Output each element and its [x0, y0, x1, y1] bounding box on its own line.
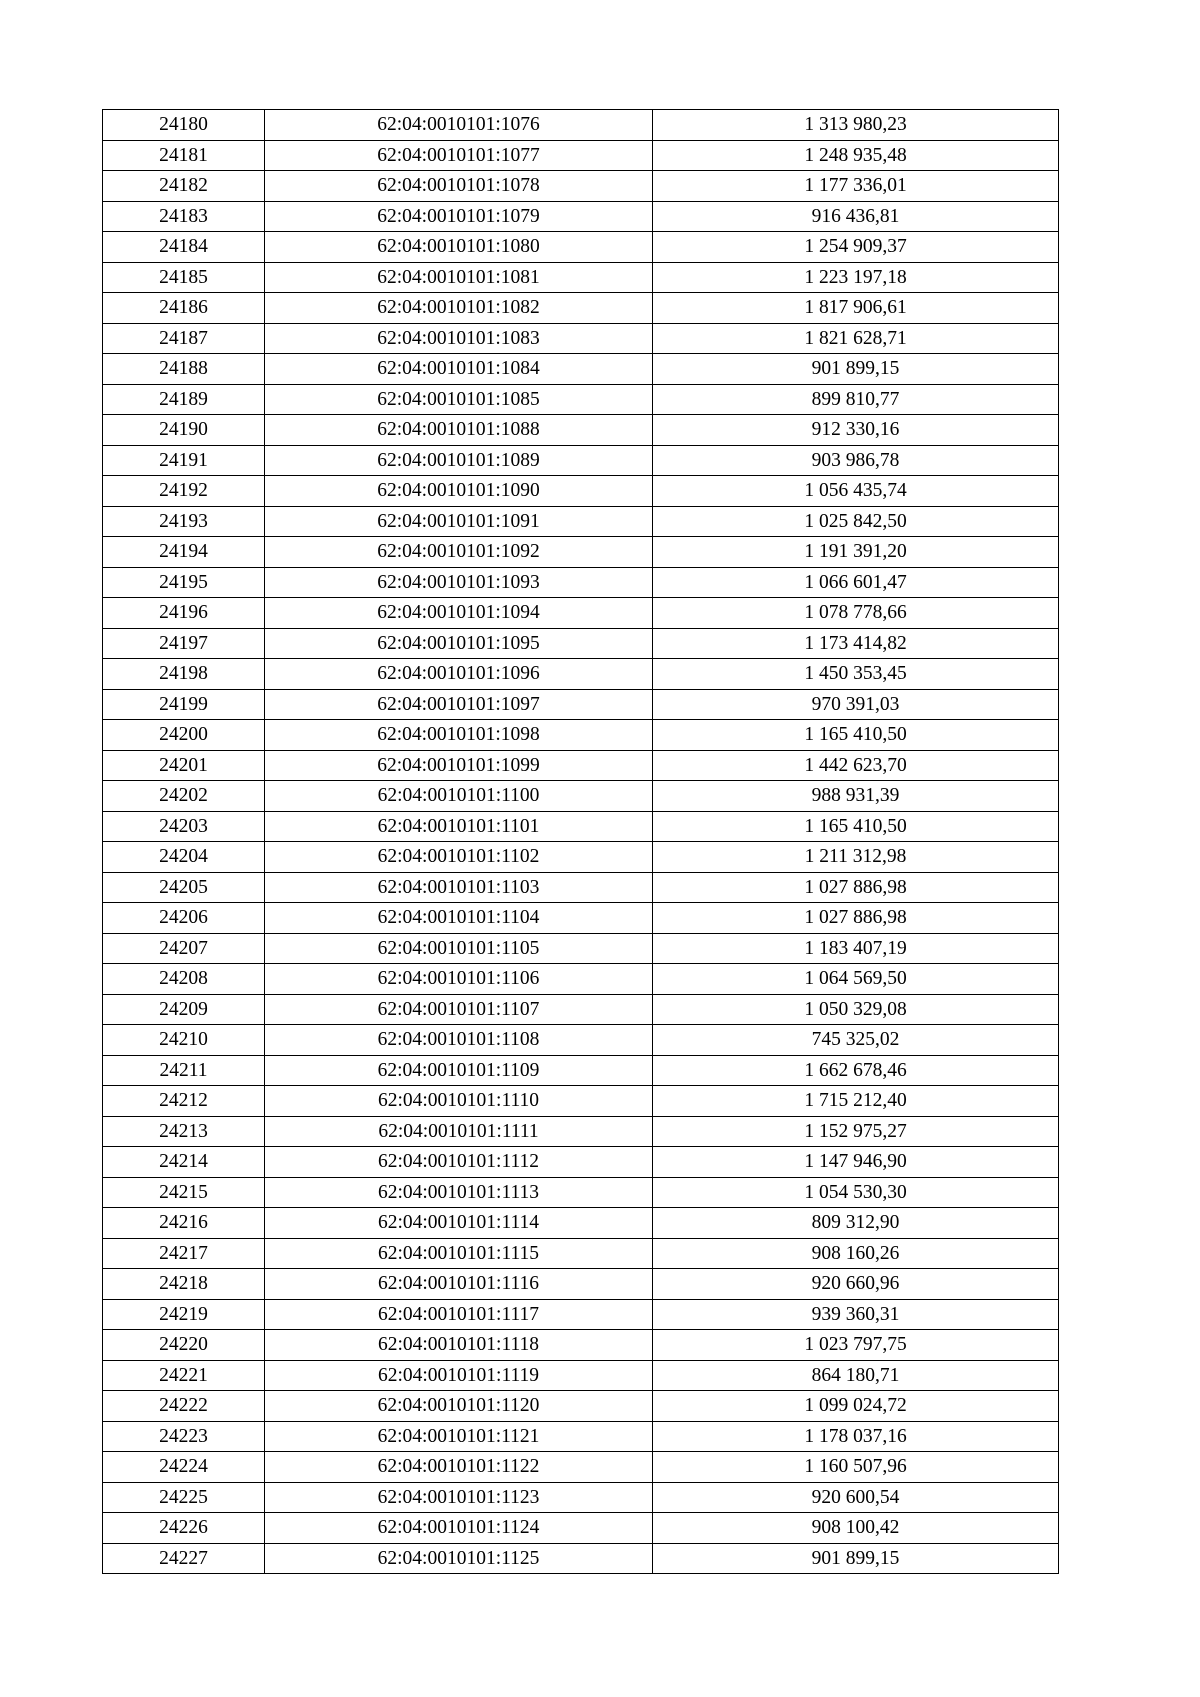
- cadastral-value-cell: 1 050 329,08: [653, 994, 1059, 1025]
- cadastral-value-cell: 1 027 886,98: [653, 903, 1059, 934]
- row-number-cell: 24202: [103, 781, 265, 812]
- cadastral-value-cell: 1 248 935,48: [653, 140, 1059, 171]
- cadastral-value-cell: 1 254 909,37: [653, 232, 1059, 263]
- row-number-cell: 24191: [103, 445, 265, 476]
- row-number-cell: 24184: [103, 232, 265, 263]
- cadastral-value-cell: 970 391,03: [653, 689, 1059, 720]
- table-row: [103, 1543, 1059, 1574]
- table-row: [103, 293, 1059, 324]
- cadastral-number-cell: 62:04:0010101:1085: [265, 384, 653, 415]
- cadastral-value-cell: 1 056 435,74: [653, 476, 1059, 507]
- cadastral-number-cell: 62:04:0010101:1113: [265, 1177, 653, 1208]
- cadastral-number-cell: 62:04:0010101:1077: [265, 140, 653, 171]
- row-number-cell: 24188: [103, 354, 265, 385]
- cadastral-number-cell: 62:04:0010101:1119: [265, 1360, 653, 1391]
- cadastral-value-cell: 988 931,39: [653, 781, 1059, 812]
- cadastral-value-cell: 1 450 353,45: [653, 659, 1059, 690]
- table-row: [103, 903, 1059, 934]
- row-number-cell: 24223: [103, 1421, 265, 1452]
- cadastral-number-cell: 62:04:0010101:1076: [265, 110, 653, 141]
- row-number-cell: 24203: [103, 811, 265, 842]
- cadastral-number-cell: 62:04:0010101:1114: [265, 1208, 653, 1239]
- cadastral-number-cell: 62:04:0010101:1104: [265, 903, 653, 934]
- table-row: [103, 811, 1059, 842]
- row-number-cell: 24194: [103, 537, 265, 568]
- row-number-cell: 24212: [103, 1086, 265, 1117]
- table-row: [103, 689, 1059, 720]
- cadastral-number-cell: 62:04:0010101:1094: [265, 598, 653, 629]
- row-number-cell: 24227: [103, 1543, 265, 1574]
- cadastral-number-cell: 62:04:0010101:1088: [265, 415, 653, 446]
- cadastral-number-cell: 62:04:0010101:1107: [265, 994, 653, 1025]
- cadastral-value-cell: 901 899,15: [653, 354, 1059, 385]
- table-row: [103, 384, 1059, 415]
- row-number-cell: 24220: [103, 1330, 265, 1361]
- cadastral-value-cell: 1 165 410,50: [653, 811, 1059, 842]
- table-row: [103, 872, 1059, 903]
- row-number-cell: 24209: [103, 994, 265, 1025]
- table-row: [103, 1452, 1059, 1483]
- row-number-cell: 24198: [103, 659, 265, 690]
- table-row: [103, 506, 1059, 537]
- row-number-cell: 24199: [103, 689, 265, 720]
- cadastral-number-cell: 62:04:0010101:1122: [265, 1452, 653, 1483]
- cadastral-value-cell: 1 662 678,46: [653, 1055, 1059, 1086]
- table-row: [103, 964, 1059, 995]
- cadastral-number-cell: 62:04:0010101:1096: [265, 659, 653, 690]
- cadastral-value-cell: 939 360,31: [653, 1299, 1059, 1330]
- table-row: [103, 1055, 1059, 1086]
- cadastral-number-cell: 62:04:0010101:1111: [265, 1116, 653, 1147]
- cadastral-value-cell: 1 023 797,75: [653, 1330, 1059, 1361]
- table-row: [103, 262, 1059, 293]
- row-number-cell: 24226: [103, 1513, 265, 1544]
- row-number-cell: 24208: [103, 964, 265, 995]
- cadastral-number-cell: 62:04:0010101:1105: [265, 933, 653, 964]
- cadastral-value-cell: 920 600,54: [653, 1482, 1059, 1513]
- cadastral-value-cell: 1 183 407,19: [653, 933, 1059, 964]
- cadastral-value-cell: 1 821 628,71: [653, 323, 1059, 354]
- table-body: [103, 110, 1059, 1574]
- cadastral-number-cell: 62:04:0010101:1084: [265, 354, 653, 385]
- table-row: [103, 232, 1059, 263]
- row-number-cell: 24186: [103, 293, 265, 324]
- cadastral-value-cell: 920 660,96: [653, 1269, 1059, 1300]
- cadastral-number-cell: 62:04:0010101:1103: [265, 872, 653, 903]
- cadastral-value-cell: 1 160 507,96: [653, 1452, 1059, 1483]
- row-number-cell: 24193: [103, 506, 265, 537]
- row-number-cell: 24205: [103, 872, 265, 903]
- cadastral-number-cell: 62:04:0010101:1099: [265, 750, 653, 781]
- cadastral-value-cell: 916 436,81: [653, 201, 1059, 232]
- row-number-cell: 24200: [103, 720, 265, 751]
- table-row: [103, 1086, 1059, 1117]
- cadastral-number-cell: 62:04:0010101:1120: [265, 1391, 653, 1422]
- cadastral-value-cell: 899 810,77: [653, 384, 1059, 415]
- cadastral-value-cell: 903 986,78: [653, 445, 1059, 476]
- table-row: [103, 933, 1059, 964]
- cadastral-number-cell: 62:04:0010101:1106: [265, 964, 653, 995]
- cadastral-value-cell: 1 191 391,20: [653, 537, 1059, 568]
- cadastral-value-cell: 1 313 980,23: [653, 110, 1059, 141]
- row-number-cell: 24225: [103, 1482, 265, 1513]
- table-row: [103, 842, 1059, 873]
- cadastral-number-cell: 62:04:0010101:1108: [265, 1025, 653, 1056]
- cadastral-value-cell: 1 177 336,01: [653, 171, 1059, 202]
- row-number-cell: 24180: [103, 110, 265, 141]
- row-number-cell: 24214: [103, 1147, 265, 1178]
- table-row: [103, 1421, 1059, 1452]
- table-row: [103, 415, 1059, 446]
- cadastral-number-cell: 62:04:0010101:1123: [265, 1482, 653, 1513]
- row-number-cell: 24204: [103, 842, 265, 873]
- table-row: [103, 1208, 1059, 1239]
- cadastral-number-cell: 62:04:0010101:1089: [265, 445, 653, 476]
- row-number-cell: 24182: [103, 171, 265, 202]
- cadastral-number-cell: 62:04:0010101:1091: [265, 506, 653, 537]
- cadastral-value-cell: 908 100,42: [653, 1513, 1059, 1544]
- cadastral-value-cell: 1 147 946,90: [653, 1147, 1059, 1178]
- cadastral-number-cell: 62:04:0010101:1117: [265, 1299, 653, 1330]
- row-number-cell: 24187: [103, 323, 265, 354]
- table-row: [103, 1299, 1059, 1330]
- cadastral-value-cell: 864 180,71: [653, 1360, 1059, 1391]
- row-number-cell: 24211: [103, 1055, 265, 1086]
- cadastral-value-cell: 1 173 414,82: [653, 628, 1059, 659]
- cadastral-value-cell: 912 330,16: [653, 415, 1059, 446]
- row-number-cell: 24190: [103, 415, 265, 446]
- table-row: [103, 1177, 1059, 1208]
- cadastral-number-cell: 62:04:0010101:1116: [265, 1269, 653, 1300]
- cadastral-number-cell: 62:04:0010101:1093: [265, 567, 653, 598]
- row-number-cell: 24181: [103, 140, 265, 171]
- cadastral-number-cell: 62:04:0010101:1092: [265, 537, 653, 568]
- cadastral-value-cell: 1 152 975,27: [653, 1116, 1059, 1147]
- cadastral-number-cell: 62:04:0010101:1097: [265, 689, 653, 720]
- row-number-cell: 24224: [103, 1452, 265, 1483]
- table-row: [103, 1330, 1059, 1361]
- table-row: [103, 323, 1059, 354]
- cadastral-number-cell: 62:04:0010101:1100: [265, 781, 653, 812]
- cadastral-value-cell: 1 178 037,16: [653, 1421, 1059, 1452]
- row-number-cell: 24189: [103, 384, 265, 415]
- table-row: [103, 140, 1059, 171]
- cadastral-number-cell: 62:04:0010101:1110: [265, 1086, 653, 1117]
- cadastral-value-cell: 1 165 410,50: [653, 720, 1059, 751]
- row-number-cell: 24201: [103, 750, 265, 781]
- cadastral-number-cell: 62:04:0010101:1080: [265, 232, 653, 263]
- row-number-cell: 24218: [103, 1269, 265, 1300]
- table-row: [103, 781, 1059, 812]
- row-number-cell: 24196: [103, 598, 265, 629]
- cadastral-value-cell: 908 160,26: [653, 1238, 1059, 1269]
- table-row: [103, 567, 1059, 598]
- row-number-cell: 24222: [103, 1391, 265, 1422]
- table-row: [103, 1482, 1059, 1513]
- row-number-cell: 24183: [103, 201, 265, 232]
- cadastral-value-cell: 1 817 906,61: [653, 293, 1059, 324]
- table-row: [103, 659, 1059, 690]
- row-number-cell: 24216: [103, 1208, 265, 1239]
- cadastral-number-cell: 62:04:0010101:1118: [265, 1330, 653, 1361]
- table-row: [103, 201, 1059, 232]
- table-row: [103, 720, 1059, 751]
- table-row: [103, 1360, 1059, 1391]
- row-number-cell: 24215: [103, 1177, 265, 1208]
- table-row: [103, 354, 1059, 385]
- table-row: [103, 110, 1059, 141]
- cadastral-number-cell: 62:04:0010101:1121: [265, 1421, 653, 1452]
- row-number-cell: 24197: [103, 628, 265, 659]
- table-row: [103, 1147, 1059, 1178]
- row-number-cell: 24207: [103, 933, 265, 964]
- cadastral-number-cell: 62:04:0010101:1083: [265, 323, 653, 354]
- cadastral-number-cell: 62:04:0010101:1082: [265, 293, 653, 324]
- table-row: [103, 628, 1059, 659]
- row-number-cell: 24219: [103, 1299, 265, 1330]
- table-row: [103, 994, 1059, 1025]
- table-row: [103, 750, 1059, 781]
- cadastral-number-cell: 62:04:0010101:1095: [265, 628, 653, 659]
- cadastral-value-cell: 1 064 569,50: [653, 964, 1059, 995]
- row-number-cell: 24210: [103, 1025, 265, 1056]
- row-number-cell: 24221: [103, 1360, 265, 1391]
- cadastral-value-cell: 901 899,15: [653, 1543, 1059, 1574]
- row-number-cell: 24192: [103, 476, 265, 507]
- cadastral-value-cell: 1 442 623,70: [653, 750, 1059, 781]
- table-row: [103, 1238, 1059, 1269]
- row-number-cell: 24217: [103, 1238, 265, 1269]
- table-row: [103, 598, 1059, 629]
- cadastral-number-cell: 62:04:0010101:1078: [265, 171, 653, 202]
- cadastral-value-cell: 1 066 601,47: [653, 567, 1059, 598]
- table-row: [103, 1513, 1059, 1544]
- cadastral-value-cell: 1 054 530,30: [653, 1177, 1059, 1208]
- cadastral-value-cell: 1 025 842,50: [653, 506, 1059, 537]
- cadastral-number-cell: 62:04:0010101:1109: [265, 1055, 653, 1086]
- cadastral-value-cell: 809 312,90: [653, 1208, 1059, 1239]
- cadastral-number-cell: 62:04:0010101:1115: [265, 1238, 653, 1269]
- cadastral-value-cell: 745 325,02: [653, 1025, 1059, 1056]
- table-row: [103, 171, 1059, 202]
- cadastral-value-cell: 1 078 778,66: [653, 598, 1059, 629]
- cadastral-value-cell: 1 027 886,98: [653, 872, 1059, 903]
- cadastral-value-cell: 1 223 197,18: [653, 262, 1059, 293]
- table-row: [103, 445, 1059, 476]
- table-row: [103, 476, 1059, 507]
- table-row: [103, 1116, 1059, 1147]
- table-row: [103, 1269, 1059, 1300]
- table-row: [103, 1391, 1059, 1422]
- cadastral-number-cell: 62:04:0010101:1125: [265, 1543, 653, 1574]
- cadastral-value-cell: 1 211 312,98: [653, 842, 1059, 873]
- cadastral-value-cell: 1 715 212,40: [653, 1086, 1059, 1117]
- row-number-cell: 24206: [103, 903, 265, 934]
- cadastral-number-cell: 62:04:0010101:1098: [265, 720, 653, 751]
- cadastral-number-cell: 62:04:0010101:1090: [265, 476, 653, 507]
- cadastral-number-cell: 62:04:0010101:1112: [265, 1147, 653, 1178]
- cadastral-number-cell: 62:04:0010101:1102: [265, 842, 653, 873]
- cadastral-number-cell: 62:04:0010101:1101: [265, 811, 653, 842]
- cadastral-value-cell: 1 099 024,72: [653, 1391, 1059, 1422]
- cadastral-value-table: [102, 109, 1059, 1574]
- row-number-cell: 24213: [103, 1116, 265, 1147]
- row-number-cell: 24185: [103, 262, 265, 293]
- cadastral-number-cell: 62:04:0010101:1124: [265, 1513, 653, 1544]
- table-row: [103, 537, 1059, 568]
- row-number-cell: 24195: [103, 567, 265, 598]
- cadastral-number-cell: 62:04:0010101:1081: [265, 262, 653, 293]
- cadastral-number-cell: 62:04:0010101:1079: [265, 201, 653, 232]
- table-row: [103, 1025, 1059, 1056]
